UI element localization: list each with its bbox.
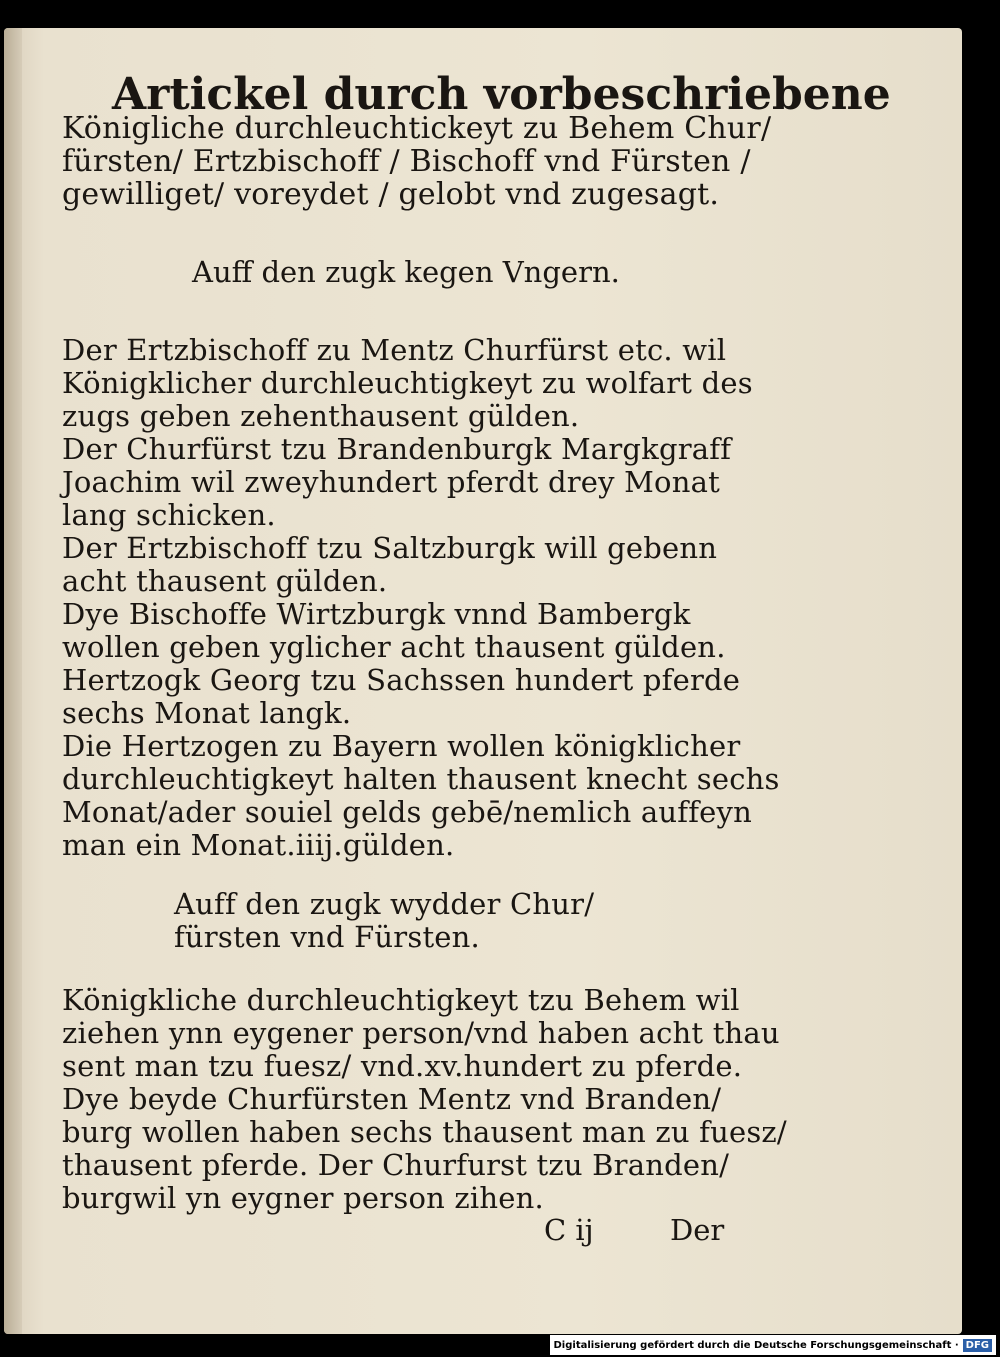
- text-line: wollen geben yglicher acht thausent gülden.: [62, 630, 726, 664]
- text-line: Der Churfürst tzu Brandenburgk Margkgraff: [62, 432, 732, 466]
- text-line: thausent pferde. Der Churfurst tzu Branden/: [62, 1148, 730, 1182]
- text-line: Der Ertzbischoff zu Mentz Churfürst etc. wil: [62, 333, 727, 367]
- text-line: man ein Monat.iiij.gülden.: [62, 828, 455, 862]
- book-page: [4, 28, 962, 1334]
- text-line: burgwil yn eygner person zihen.: [62, 1181, 544, 1215]
- page-title: Artickel durch vorbeschriebene: [112, 69, 891, 120]
- text-line: ziehen ynn eygener person/vnd haben acht thau: [62, 1016, 780, 1050]
- text-line: Dye Bischoffe Wirtzburgk vnnd Bambergk: [62, 597, 691, 631]
- text-line: Monat/ader souiel gelds gebē/nemlich auffeyn: [62, 795, 752, 829]
- text-line: Königklicher durchleuchtigkeyt zu wolfart des: [62, 366, 753, 400]
- heading-line: Auff den zugk wydder Chur/: [174, 887, 595, 921]
- text-line: sent man tzu fuesz/ vnd.xv.hundert zu pferde.: [62, 1049, 743, 1083]
- catchword: Der: [670, 1213, 725, 1247]
- text-line: Dye beyde Churfürsten Mentz vnd Branden/: [62, 1082, 722, 1116]
- signature-mark: C ij: [544, 1213, 594, 1247]
- text-line: Der Ertzbischoff tzu Saltzburgk will gebenn: [62, 531, 718, 565]
- heading-line: fürsten vnd Fürsten.: [174, 920, 480, 954]
- footer-credit-text: Digitalisierung gefördert durch die Deutsche Forschungsgemeinschaft ·: [553, 1339, 959, 1351]
- text-line: acht thausent gülden.: [62, 564, 388, 598]
- section-heading-churfuersten: [174, 888, 894, 954]
- text-line: zugs geben zehenthausent gülden.: [62, 399, 580, 433]
- title-line: Königliche durchleuchtickeyt zu Behem Chur/: [62, 111, 772, 146]
- text-line: burg wollen haben sechs thausent man zu fuesz/: [62, 1115, 787, 1149]
- section-heading-vngern: Auff den zugk kegen Vngern.: [192, 255, 620, 289]
- page-binding-edge: [4, 28, 22, 1334]
- title-line: fürsten/ Ertzbischoff / Bischoff vnd Fürsten /: [62, 144, 751, 179]
- dfg-footer-bar: [550, 1335, 997, 1355]
- text-line: sechs Monat langk.: [62, 696, 352, 730]
- text-line: lang schicken.: [62, 498, 276, 532]
- section-body-vngern: [62, 334, 782, 862]
- text-line: Hertzogk Georg tzu Sachssen hundert pferde: [62, 663, 741, 697]
- text-line: Die Hertzogen zu Bayern wollen königklicher: [62, 729, 741, 763]
- title-subtitle-block: [62, 112, 782, 211]
- section-body-churfuersten: [62, 983, 787, 1215]
- text-line: Joachim wil zweyhundert pferdt drey Monat: [62, 465, 720, 499]
- text-line: durchleuchtigkeyt halten thausent knecht sechs: [62, 762, 780, 796]
- dfg-logo: DFG: [963, 1339, 992, 1352]
- text-line: Königkliche durchleuchtigkeyt tzu Behem wil: [62, 983, 740, 1017]
- title-line: gewilliget/ vorеydet / gelobt vnd zugesagt.: [62, 177, 720, 212]
